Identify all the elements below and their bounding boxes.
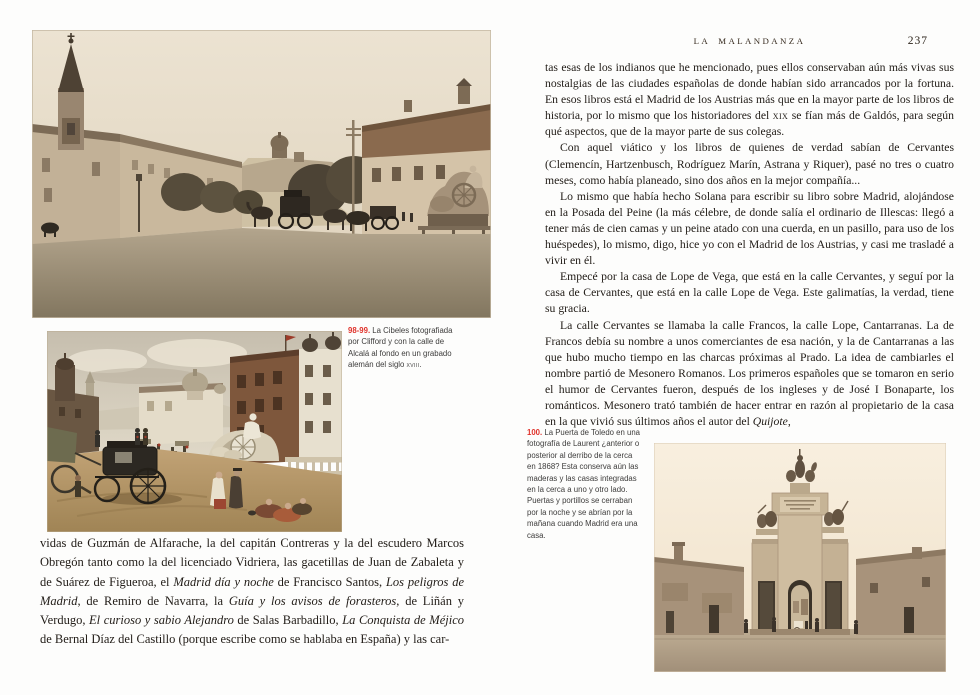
paragraph: La calle Cervantes se llamaba la calle Francos, la calle Lope, Cantarranas. La de Francos debía su nombre a unos comerciantes de esa nación, y la de Cantarranas a las que hubo mucho tiempo en las charcas próximas al Prado. La idea de cambiarles el nombre partió de Mesonero Romanos. Los primeros españoles que se tomaron en serio el humor de Cervantes fueron, después de los ingleses y de José I Bonaparte, los románticos. Mesonero trató también de hacer entrar en razón al propietario de la casa en la que vivió sus últimos años el autor del Quijote,	[545, 318, 954, 429]
puerta-de-toledo-photograph	[654, 443, 946, 672]
cibeles-engraving	[47, 331, 342, 532]
paragraph: tas esas de los indianos que he mencionado, pues ellos conservaban aún más vivas sus nostalgias de las ciudades españolas de donde habían sido arrancados por la fortuna. En esos libros está el Madrid de los Austrias más que en la mayor parte de los libros de historia, por lo mismo que los historiadores del xix se fían más de Galdós, para según qué aspectos, que de la mayor parte de sus colegas.	[545, 61, 954, 139]
left-page-body	[40, 534, 464, 650]
page-number: 237	[907, 35, 928, 47]
caption-number: 98-99.	[348, 326, 371, 335]
page-header	[545, 36, 954, 52]
caption-100	[527, 427, 643, 541]
cibeles-photograph-art	[32, 30, 491, 318]
caption-98-99	[348, 325, 465, 371]
paragraph: vidas de Guzmán de Alfarache, la del capitán Contreras y la del escudero Marcos Obregón tanto como la del licenciado Vidriera, las gacetillas de Juan de Zabaleta y de Suárez de Figueroa, el Madrid día y noche de Francisco Santos, Los peligros de Madrid, de Remiro de Navarra, la Guía y los avisos de forasteros, de Liñán y Verdugo, El curioso y sabio Alejandro de Salas Barbadillo, La Conquista de Méjico de Bernal Díaz del Castillo (porque escribe como se hablaba en España) y las car-	[40, 536, 465, 647]
running-head: LA MALANDANZA	[693, 36, 806, 46]
cibeles-photograph	[32, 30, 491, 318]
caption-number: 100.	[527, 428, 543, 437]
cibeles-engraving-art	[47, 331, 342, 532]
paragraph: Empecé por la casa de Lope de Vega, que está en la calle Cervantes, y seguí por la casa de Cervantes, que está en la calle Lope de Vega. Este galimatías, la verdad, tiene su gracia.	[545, 270, 954, 316]
paragraph: Con aquel viático y los libros de quienes de verdad sabían de Cervantes (Clemencín, Hartzenbusch, Rodríguez Marín, Astrana y Riquer), pasé no tres o cuatro meses, como había planeado, sino dos años en la mejor compañía...	[545, 141, 954, 187]
puerta-de-toledo-art	[654, 443, 946, 672]
caption-text: La Cibeles fotografiada por Clifford y con la calle de Alcalá al fondo en un grabado alemán del siglo xviii.	[348, 326, 453, 370]
paragraph: Lo mismo que había hecho Solana para escribir su libro sobre Madrid, alojándose en la Posada del Peine (la más célebre, de donde salía el ordinario de Illescas: llegó a tener más de cien camas y un peine atado con una cuerda, en un pasillo, para uso de los huéspedes), lo mismo, digo, hice yo con el Madrid de los Austrias, y casi me trasladé a vivir en él.	[545, 189, 954, 268]
caption-text: La Puerta de Toledo en una fotografía de Laurent ¿anterior o posterior al derribo de la cerca en 1868? Esta conserva aún las maderas y las casas integradas en la cerca a uno y otro lado. Puertas y portillos se cerraban por la noche y se abrían por la mañana cuando Madrid era una casa.	[527, 428, 641, 540]
right-page-body	[545, 60, 954, 430]
